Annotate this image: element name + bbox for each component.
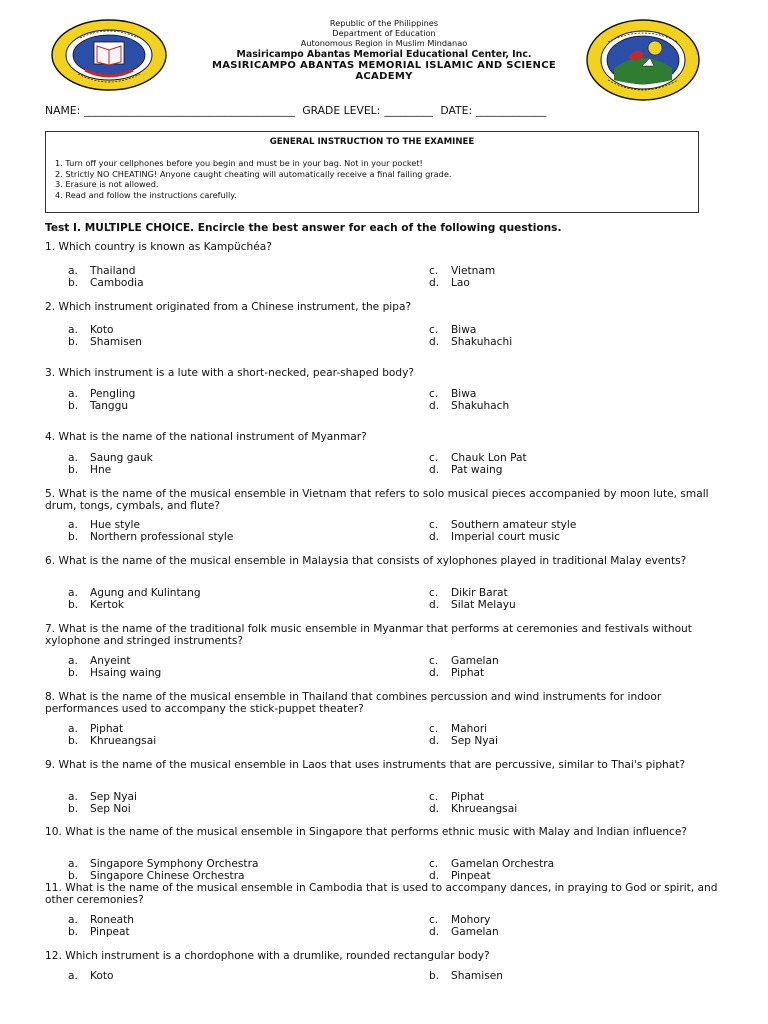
instruction-item: 2. Strictly NO CHEATING! Anyone caught cheating will automatically receive a final failing grade. bbox=[55, 168, 452, 179]
option-b[interactable] bbox=[68, 277, 144, 289]
option-d[interactable] bbox=[429, 336, 512, 348]
instructions-list bbox=[46, 158, 698, 200]
option-c[interactable] bbox=[429, 452, 527, 464]
option-text: Tanggu bbox=[90, 400, 129, 412]
option-d[interactable] bbox=[429, 803, 517, 815]
option-c[interactable] bbox=[429, 265, 495, 277]
option-a[interactable] bbox=[68, 655, 131, 667]
option-text: Gamelan bbox=[451, 655, 499, 667]
option-a[interactable] bbox=[68, 970, 114, 982]
date-label: DATE: bbox=[440, 104, 473, 117]
option-text: Hne bbox=[90, 464, 112, 476]
option-c[interactable] bbox=[429, 914, 490, 926]
option-text: Agung and Kulintang bbox=[90, 587, 201, 599]
option-b[interactable] bbox=[68, 926, 130, 938]
option-b[interactable] bbox=[68, 599, 124, 611]
test-title: Test I. MULTIPLE CHOICE. Encircle the best answer for each of the following questions. bbox=[45, 222, 562, 234]
option-text: Imperial court music bbox=[451, 531, 561, 543]
student-info-line bbox=[45, 104, 725, 117]
option-text: Biwa bbox=[451, 324, 477, 336]
option-letter: c. bbox=[429, 914, 439, 926]
option-text: Biwa bbox=[451, 388, 477, 400]
option-text: Piphat bbox=[451, 667, 485, 679]
question-text: 10. What is the name of the musical ensemble in Singapore that performs ethnic music with Malay and Indian influence? bbox=[45, 826, 687, 838]
option-letter: d. bbox=[429, 336, 440, 348]
option-text: Hue style bbox=[90, 519, 140, 531]
option-letter: b. bbox=[68, 926, 79, 938]
option-text: Singapore Symphony Orchestra bbox=[90, 858, 259, 870]
question-text: 2. Which instrument originated from a Chinese instrument, the pipa? bbox=[45, 301, 412, 313]
option-text: Pinpeat bbox=[90, 926, 130, 938]
option-letter: d. bbox=[429, 667, 440, 679]
option-letter: d. bbox=[429, 870, 440, 882]
question-text: 5. What is the name of the musical ensemble in Vietnam that refers to solo musical pieces accompanied by moon lute, small drum, tongs, cymbals, and flute? bbox=[45, 488, 709, 512]
option-c[interactable] bbox=[429, 519, 576, 531]
document-header bbox=[160, 18, 608, 82]
option-text: Sep Noi bbox=[90, 803, 131, 815]
option-text: Cambodia bbox=[90, 277, 144, 289]
option-letter: a. bbox=[68, 914, 78, 926]
option-text: Vietnam bbox=[451, 265, 496, 277]
option-a[interactable] bbox=[68, 265, 136, 277]
option-text: Gamelan Orchestra bbox=[451, 858, 555, 870]
option-text: Singapore Chinese Orchestra bbox=[90, 870, 245, 882]
option-text: Piphat bbox=[90, 723, 124, 735]
option-letter: d. bbox=[429, 531, 440, 543]
option-c[interactable] bbox=[429, 587, 508, 599]
option-text: Khrueangsai bbox=[90, 735, 157, 747]
option-letter: b. bbox=[68, 870, 79, 882]
option-text: Dikir Barat bbox=[451, 587, 508, 599]
option-text: Gamelan bbox=[451, 926, 499, 938]
option-d[interactable] bbox=[429, 735, 498, 747]
option-text: Shamisen bbox=[90, 336, 142, 348]
option-letter: d. bbox=[429, 735, 440, 747]
name-label: NAME: bbox=[45, 104, 81, 117]
question-text: 3. Which instrument is a lute with a short-necked, pear-shaped body? bbox=[45, 367, 415, 379]
instruction-item: 3. Erasure is not allowed. bbox=[55, 179, 159, 190]
option-text: Kertok bbox=[90, 599, 125, 611]
option-text: Shakuhach bbox=[451, 400, 510, 412]
option-d[interactable] bbox=[429, 667, 484, 679]
option-text: Mohory bbox=[451, 914, 491, 926]
name-field[interactable]: _______________________________________ bbox=[84, 104, 295, 117]
option-letter: a. bbox=[68, 791, 78, 803]
option-letter: a. bbox=[68, 519, 78, 531]
option-text: Piphat bbox=[451, 791, 485, 803]
option-letter: d. bbox=[429, 464, 440, 476]
option-text: Lao bbox=[451, 277, 470, 289]
option-letter: c. bbox=[429, 519, 439, 531]
option-letter: b. bbox=[68, 667, 79, 679]
option-b[interactable] bbox=[68, 400, 128, 412]
option-letter: a. bbox=[68, 723, 78, 735]
option-text: Koto bbox=[90, 970, 114, 982]
option-text: Thailand bbox=[90, 265, 136, 277]
option-letter: c. bbox=[429, 452, 439, 464]
option-b[interactable] bbox=[429, 970, 503, 982]
option-letter: a. bbox=[68, 324, 78, 336]
option-a[interactable] bbox=[68, 324, 114, 336]
option-letter: d. bbox=[429, 277, 440, 289]
option-letter: c. bbox=[429, 324, 439, 336]
option-text: Pengling bbox=[90, 388, 136, 400]
option-c[interactable] bbox=[429, 723, 487, 735]
option-letter: d. bbox=[429, 400, 440, 412]
option-letter: b. bbox=[68, 803, 79, 815]
grade-level-label: GRADE LEVEL: bbox=[302, 104, 381, 117]
option-text: Shamisen bbox=[451, 970, 503, 982]
question-text: 12. Which instrument is a chordophone with a drumlike, rounded rectangular body? bbox=[45, 950, 490, 962]
option-text: Pat waing bbox=[451, 464, 503, 476]
option-text: Sep Nyai bbox=[90, 791, 137, 803]
header-school-name: MASIRICAMPO ABANTAS MEMORIAL ISLAMIC AND SCIENCE bbox=[211, 59, 556, 71]
option-letter: c. bbox=[429, 388, 439, 400]
option-b[interactable] bbox=[68, 870, 245, 882]
option-letter: b. bbox=[68, 336, 79, 348]
option-a[interactable] bbox=[68, 914, 134, 926]
instructions-title: GENERAL INSTRUCTION TO THE EXAMINEE bbox=[269, 137, 475, 147]
option-text: Southern amateur style bbox=[451, 519, 577, 531]
question-text: 6. What is the name of the musical ensemble in Malaysia that consists of xylophones played in traditional Malay events? bbox=[45, 555, 687, 567]
option-letter: a. bbox=[68, 265, 78, 277]
option-letter: c. bbox=[429, 655, 439, 667]
header-school-name-2: ACADEMY bbox=[355, 70, 413, 82]
question-text: 4. What is the name of the national instrument of Myanmar? bbox=[45, 431, 367, 443]
option-b[interactable] bbox=[68, 803, 131, 815]
option-letter: b. bbox=[68, 464, 79, 476]
option-text: Anyeint bbox=[90, 655, 131, 667]
option-text: Mahori bbox=[451, 723, 488, 735]
option-letter: a. bbox=[68, 587, 78, 599]
option-b[interactable] bbox=[68, 336, 142, 348]
question-text: 9. What is the name of the musical ensemble in Laos that uses instruments that are percussive, similar to Thai's piphat? bbox=[45, 759, 686, 771]
header-region: Autonomous Region in Muslim Mindanao bbox=[300, 38, 468, 49]
option-b[interactable] bbox=[68, 667, 161, 679]
option-letter: c. bbox=[429, 723, 439, 735]
option-text: Koto bbox=[90, 324, 114, 336]
option-d[interactable] bbox=[429, 464, 502, 476]
instruction-item: 4. Read and follow the instructions carefully. bbox=[55, 189, 237, 200]
instructions-box bbox=[45, 131, 699, 213]
option-b[interactable] bbox=[68, 531, 233, 543]
option-a[interactable] bbox=[68, 388, 135, 400]
option-letter: a. bbox=[68, 452, 78, 464]
option-text: Shakuhachi bbox=[451, 336, 513, 348]
option-text: Roneath bbox=[90, 914, 134, 926]
option-letter: a. bbox=[68, 655, 78, 667]
header-republic: Republic of the Philippines bbox=[329, 18, 439, 28]
option-a[interactable] bbox=[68, 791, 137, 803]
instruction-item: 1. Turn off your cellphones before you begin and must be in your bag. Not in your pocket! bbox=[55, 158, 423, 168]
school-seal-right bbox=[584, 18, 702, 102]
option-c[interactable] bbox=[429, 858, 554, 870]
option-letter: a. bbox=[68, 858, 78, 870]
option-d[interactable] bbox=[429, 531, 560, 543]
option-letter: a. bbox=[68, 388, 78, 400]
option-letter: a. bbox=[68, 970, 78, 982]
option-letter: b. bbox=[68, 277, 79, 289]
option-a[interactable] bbox=[68, 723, 123, 735]
option-a[interactable] bbox=[68, 587, 201, 599]
school-seal-left bbox=[50, 18, 168, 92]
grade-level-field[interactable]: _________ bbox=[384, 104, 433, 117]
option-text: Sep Nyai bbox=[451, 735, 498, 747]
option-d[interactable] bbox=[429, 599, 516, 611]
option-letter: d. bbox=[429, 599, 440, 611]
question-text: 1. Which country is known as Kampüchéa? bbox=[45, 241, 272, 253]
option-c[interactable] bbox=[429, 388, 476, 400]
option-text: Chauk Lon Pat bbox=[451, 452, 527, 464]
option-letter: d. bbox=[429, 803, 440, 815]
option-text: Northern professional style bbox=[90, 531, 234, 543]
option-d[interactable] bbox=[429, 277, 470, 289]
question-text: 11. What is the name of the musical ensemble in Cambodia that is used to accompany dances, in praying to God or spirit, and other ceremonies? bbox=[45, 882, 718, 906]
option-letter: c. bbox=[429, 587, 439, 599]
option-letter: b. bbox=[429, 970, 440, 982]
option-d[interactable] bbox=[429, 926, 499, 938]
option-a[interactable] bbox=[68, 519, 140, 531]
option-letter: b. bbox=[68, 599, 79, 611]
header-institution: Masiricampo Abantas Memorial Educational Center, Inc. bbox=[236, 48, 532, 60]
option-d[interactable] bbox=[429, 870, 491, 882]
option-letter: c. bbox=[429, 265, 439, 277]
option-text: Saung gauk bbox=[90, 452, 153, 464]
option-c[interactable] bbox=[429, 791, 484, 803]
date-field[interactable]: _____________ bbox=[476, 104, 547, 117]
option-c[interactable] bbox=[429, 324, 476, 336]
option-text: Pinpeat bbox=[451, 870, 491, 882]
option-b[interactable] bbox=[68, 464, 111, 476]
question-text: 8. What is the name of the musical ensemble in Thailand that combines percussion and wind instruments for indoor performances used to accompany the stick-puppet theater? bbox=[45, 691, 662, 715]
option-letter: c. bbox=[429, 858, 439, 870]
option-d[interactable] bbox=[429, 400, 509, 412]
question-text: 7. What is the name of the traditional folk music ensemble in Myanmar that performs at ceremonies and festivals without xylophone and stringed instruments? bbox=[45, 623, 692, 647]
option-text: Silat Melayu bbox=[451, 599, 516, 611]
option-a[interactable] bbox=[68, 452, 153, 464]
option-letter: b. bbox=[68, 400, 79, 412]
header-department: Department of Education bbox=[332, 28, 436, 39]
option-letter: b. bbox=[68, 735, 79, 747]
option-a[interactable] bbox=[68, 858, 258, 870]
option-text: Hsaing waing bbox=[90, 667, 162, 679]
option-letter: c. bbox=[429, 791, 439, 803]
option-letter: b. bbox=[68, 531, 79, 543]
option-b[interactable] bbox=[68, 735, 156, 747]
option-c[interactable] bbox=[429, 655, 499, 667]
option-text: Khrueangsai bbox=[451, 803, 518, 815]
option-letter: d. bbox=[429, 926, 440, 938]
